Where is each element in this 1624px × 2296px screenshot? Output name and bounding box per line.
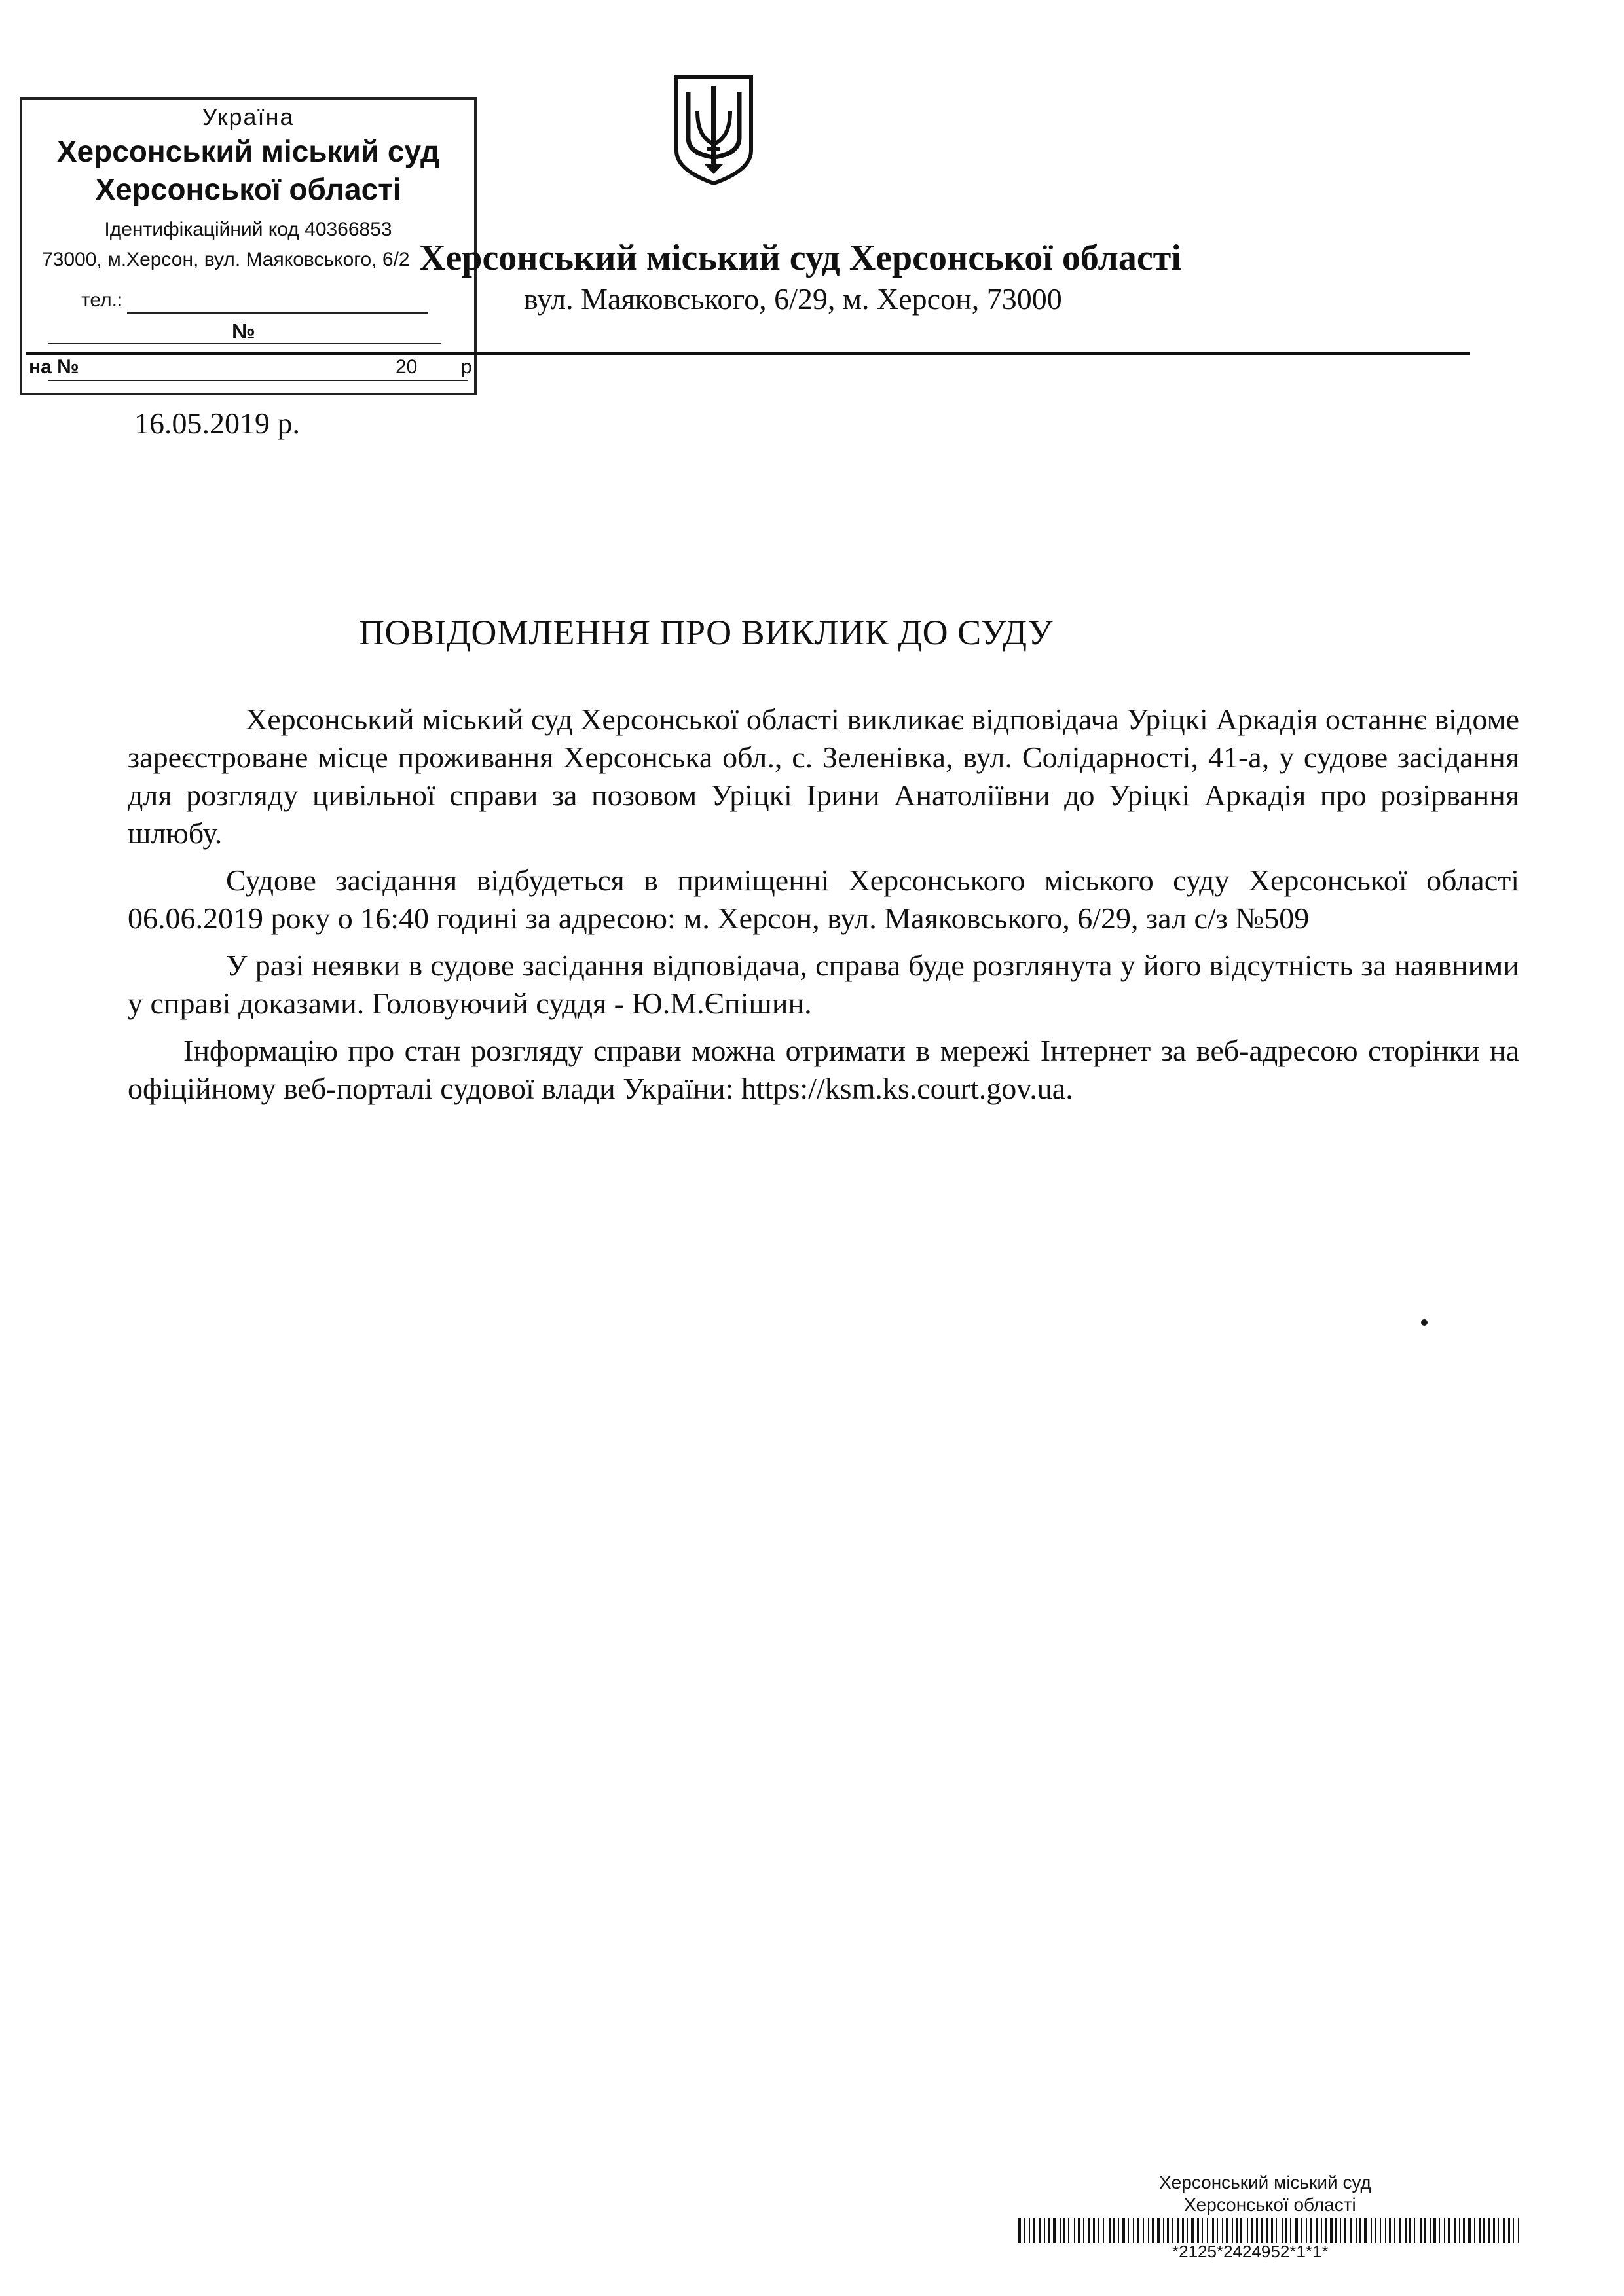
stamp-address: 73000, м.Херсон, вул. Маяковського, 6/2 bbox=[42, 249, 410, 270]
registration-stamp bbox=[20, 97, 477, 395]
document-title: ПОВІДОМЛЕННЯ ПРО ВИКЛИК ДО СУДУ bbox=[359, 613, 1053, 652]
stamp-on-number-label: на № bbox=[29, 356, 79, 378]
paragraph-hearing-details: Судове засідання відбудеться в приміщенні Херсонського міського суду Херсонської області 06.06.2019 року о 16:40 годині за адресою: м. Херсон, вул. Маяковського, 6/29, зал с/з №509 bbox=[128, 864, 1519, 935]
paragraph-summons: Херсонський міський суд Херсонської області викликає відповідача Уріцкі Аркадія останнє відоме зареєстроване місце проживання Херсонська обл., с. Зеленівка, вул. Солідарності, 41-а, у судове засідання для розгляду цивільної справи за позовом Уріцкі Ірини Анатоліївни до Уріцкі Аркадія про розірвання шлюбу. bbox=[128, 702, 1519, 850]
scan-speck bbox=[1421, 1319, 1428, 1326]
trident-icon bbox=[671, 72, 756, 187]
stamp-court-line1: Херсонський міський суд bbox=[56, 134, 440, 168]
stamp-tel-label: тел.: bbox=[81, 289, 123, 311]
stamp-id-code: Ідентифікаційний код 40366853 bbox=[104, 219, 392, 240]
court-address: вул. Маяковського, 6/29, м. Херсон, 73000 bbox=[524, 282, 1062, 316]
barcode-label-line2: Херсонської області bbox=[1184, 2195, 1356, 2215]
stamp-date-line bbox=[48, 380, 468, 381]
document-date: 16.05.2019 р. bbox=[134, 407, 300, 440]
court-name-heading: Херсонський міський суд Херсонської області bbox=[419, 238, 1181, 278]
stamp-number-line bbox=[48, 343, 441, 344]
stamp-year-prefix: 20 bbox=[396, 356, 418, 378]
header-divider bbox=[26, 352, 1470, 355]
paragraph-online-info: Інформацію про стан розгляду справи можна отримати в мережі Інтернет за веб-адресою сторінки на офіційному веб-порталі судової влади України: https://ksm.ks.court.gov.ua. bbox=[128, 1034, 1519, 1105]
barcode-code: *2125*2424952*1*1* bbox=[1172, 2242, 1329, 2261]
stamp-country: Україна bbox=[202, 103, 295, 130]
paragraph-absence-warning: У разі неявки в судове засідання відповідача, справа буде розглянута у його відсутність за наявними у справі доказами. Головуючий суддя - Ю.М.Єпішин. bbox=[128, 949, 1519, 1020]
stamp-year-suffix: р bbox=[461, 356, 472, 378]
stamp-number-label: № bbox=[232, 319, 255, 343]
barcode-label-line1: Херсонський міський суд bbox=[1159, 2172, 1371, 2193]
stamp-court-line2: Херсонської області bbox=[95, 172, 401, 206]
stamp-tel-line bbox=[127, 312, 428, 314]
barcode-icon bbox=[1018, 2218, 1522, 2243]
notice-body bbox=[128, 701, 1519, 1108]
